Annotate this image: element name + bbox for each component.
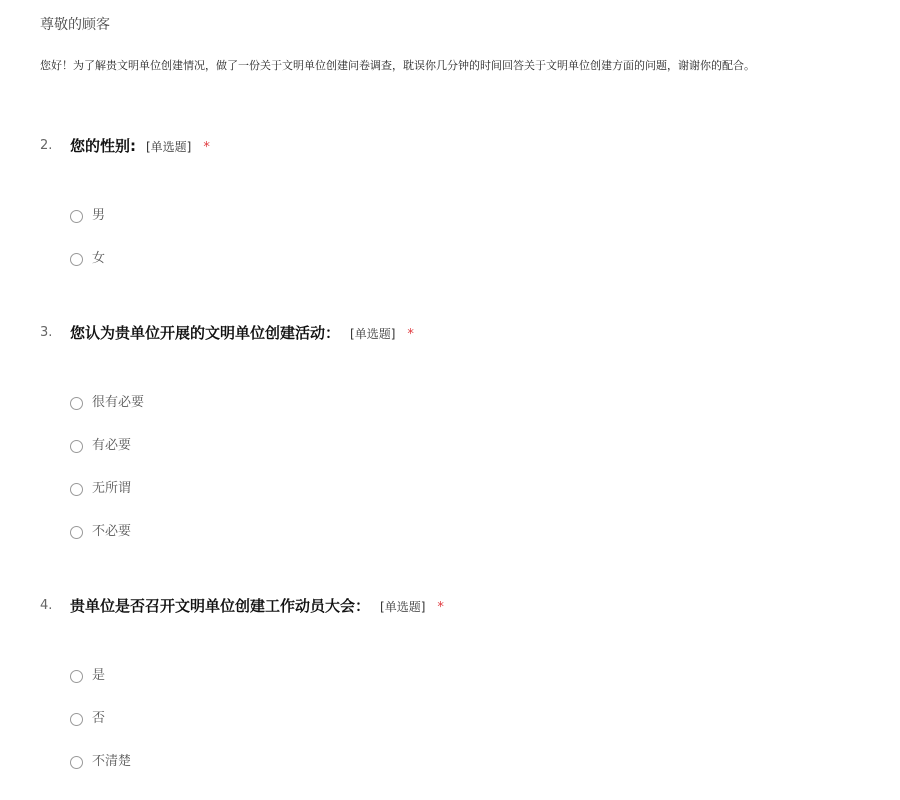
question-title <box>70 322 414 346</box>
required-asterisk: * <box>407 327 414 342</box>
option-no[interactable] <box>70 710 105 728</box>
option-label: 否 <box>92 711 106 726</box>
radio-button[interactable] <box>70 526 83 539</box>
radio-button[interactable] <box>70 253 83 266</box>
option-yes[interactable] <box>70 667 105 685</box>
question-number: 2. <box>40 138 53 153</box>
option-male[interactable] <box>70 207 105 225</box>
option-label: 不必要 <box>92 524 132 539</box>
option-label: 有必要 <box>92 438 132 453</box>
radio-button[interactable] <box>70 440 83 453</box>
radio-button[interactable] <box>70 397 83 410</box>
option-label: 很有必要 <box>92 395 145 410</box>
question-type-tag: [单选题] <box>146 140 192 154</box>
question-type-tag: [单选题] <box>380 600 426 614</box>
radio-button[interactable] <box>70 483 83 496</box>
option-label: 男 <box>92 208 106 223</box>
option-unnecessary[interactable] <box>70 523 131 541</box>
option-label: 无所谓 <box>92 481 132 496</box>
greeting-title: 尊敬的顾客 <box>40 17 110 33</box>
option-female[interactable] <box>70 250 105 268</box>
question-type-tag: [单选题] <box>350 327 396 341</box>
question-title <box>70 135 210 159</box>
question-number: 4. <box>40 598 53 613</box>
question-4 <box>40 595 880 769</box>
question-header <box>40 135 880 157</box>
radio-button[interactable] <box>70 670 83 683</box>
survey-intro: 您好！为了解贵文明单位创建情况，做了一份关于文明单位创建问卷调查，耽误你几分钟的时间回答关于文明单位创建方面的问题，谢谢你的配合。 <box>40 59 755 72</box>
option-label: 女 <box>92 251 106 266</box>
radio-button[interactable] <box>70 713 83 726</box>
question-title-text: 贵单位是否召开文明单位创建工作动员大会： <box>70 597 371 615</box>
question-3 <box>40 322 880 539</box>
option-label: 是 <box>92 668 106 683</box>
option-indifferent[interactable] <box>70 480 131 498</box>
radio-button[interactable] <box>70 756 83 769</box>
option-label: 不清楚 <box>92 754 132 769</box>
required-asterisk: * <box>203 140 210 155</box>
option-very-necessary[interactable] <box>70 394 144 412</box>
radio-button[interactable] <box>70 210 83 223</box>
option-unsure[interactable] <box>70 753 131 771</box>
question-title-text: 您认为贵单位开展的文明单位创建活动： <box>70 324 341 342</box>
question-number: 3. <box>40 325 53 340</box>
option-necessary[interactable] <box>70 437 131 455</box>
question-2 <box>40 135 880 266</box>
question-title-text: 您的性别: <box>70 137 136 155</box>
question-header <box>40 322 880 344</box>
required-asterisk: * <box>437 600 444 615</box>
question-header <box>40 595 880 617</box>
question-title <box>70 595 444 619</box>
